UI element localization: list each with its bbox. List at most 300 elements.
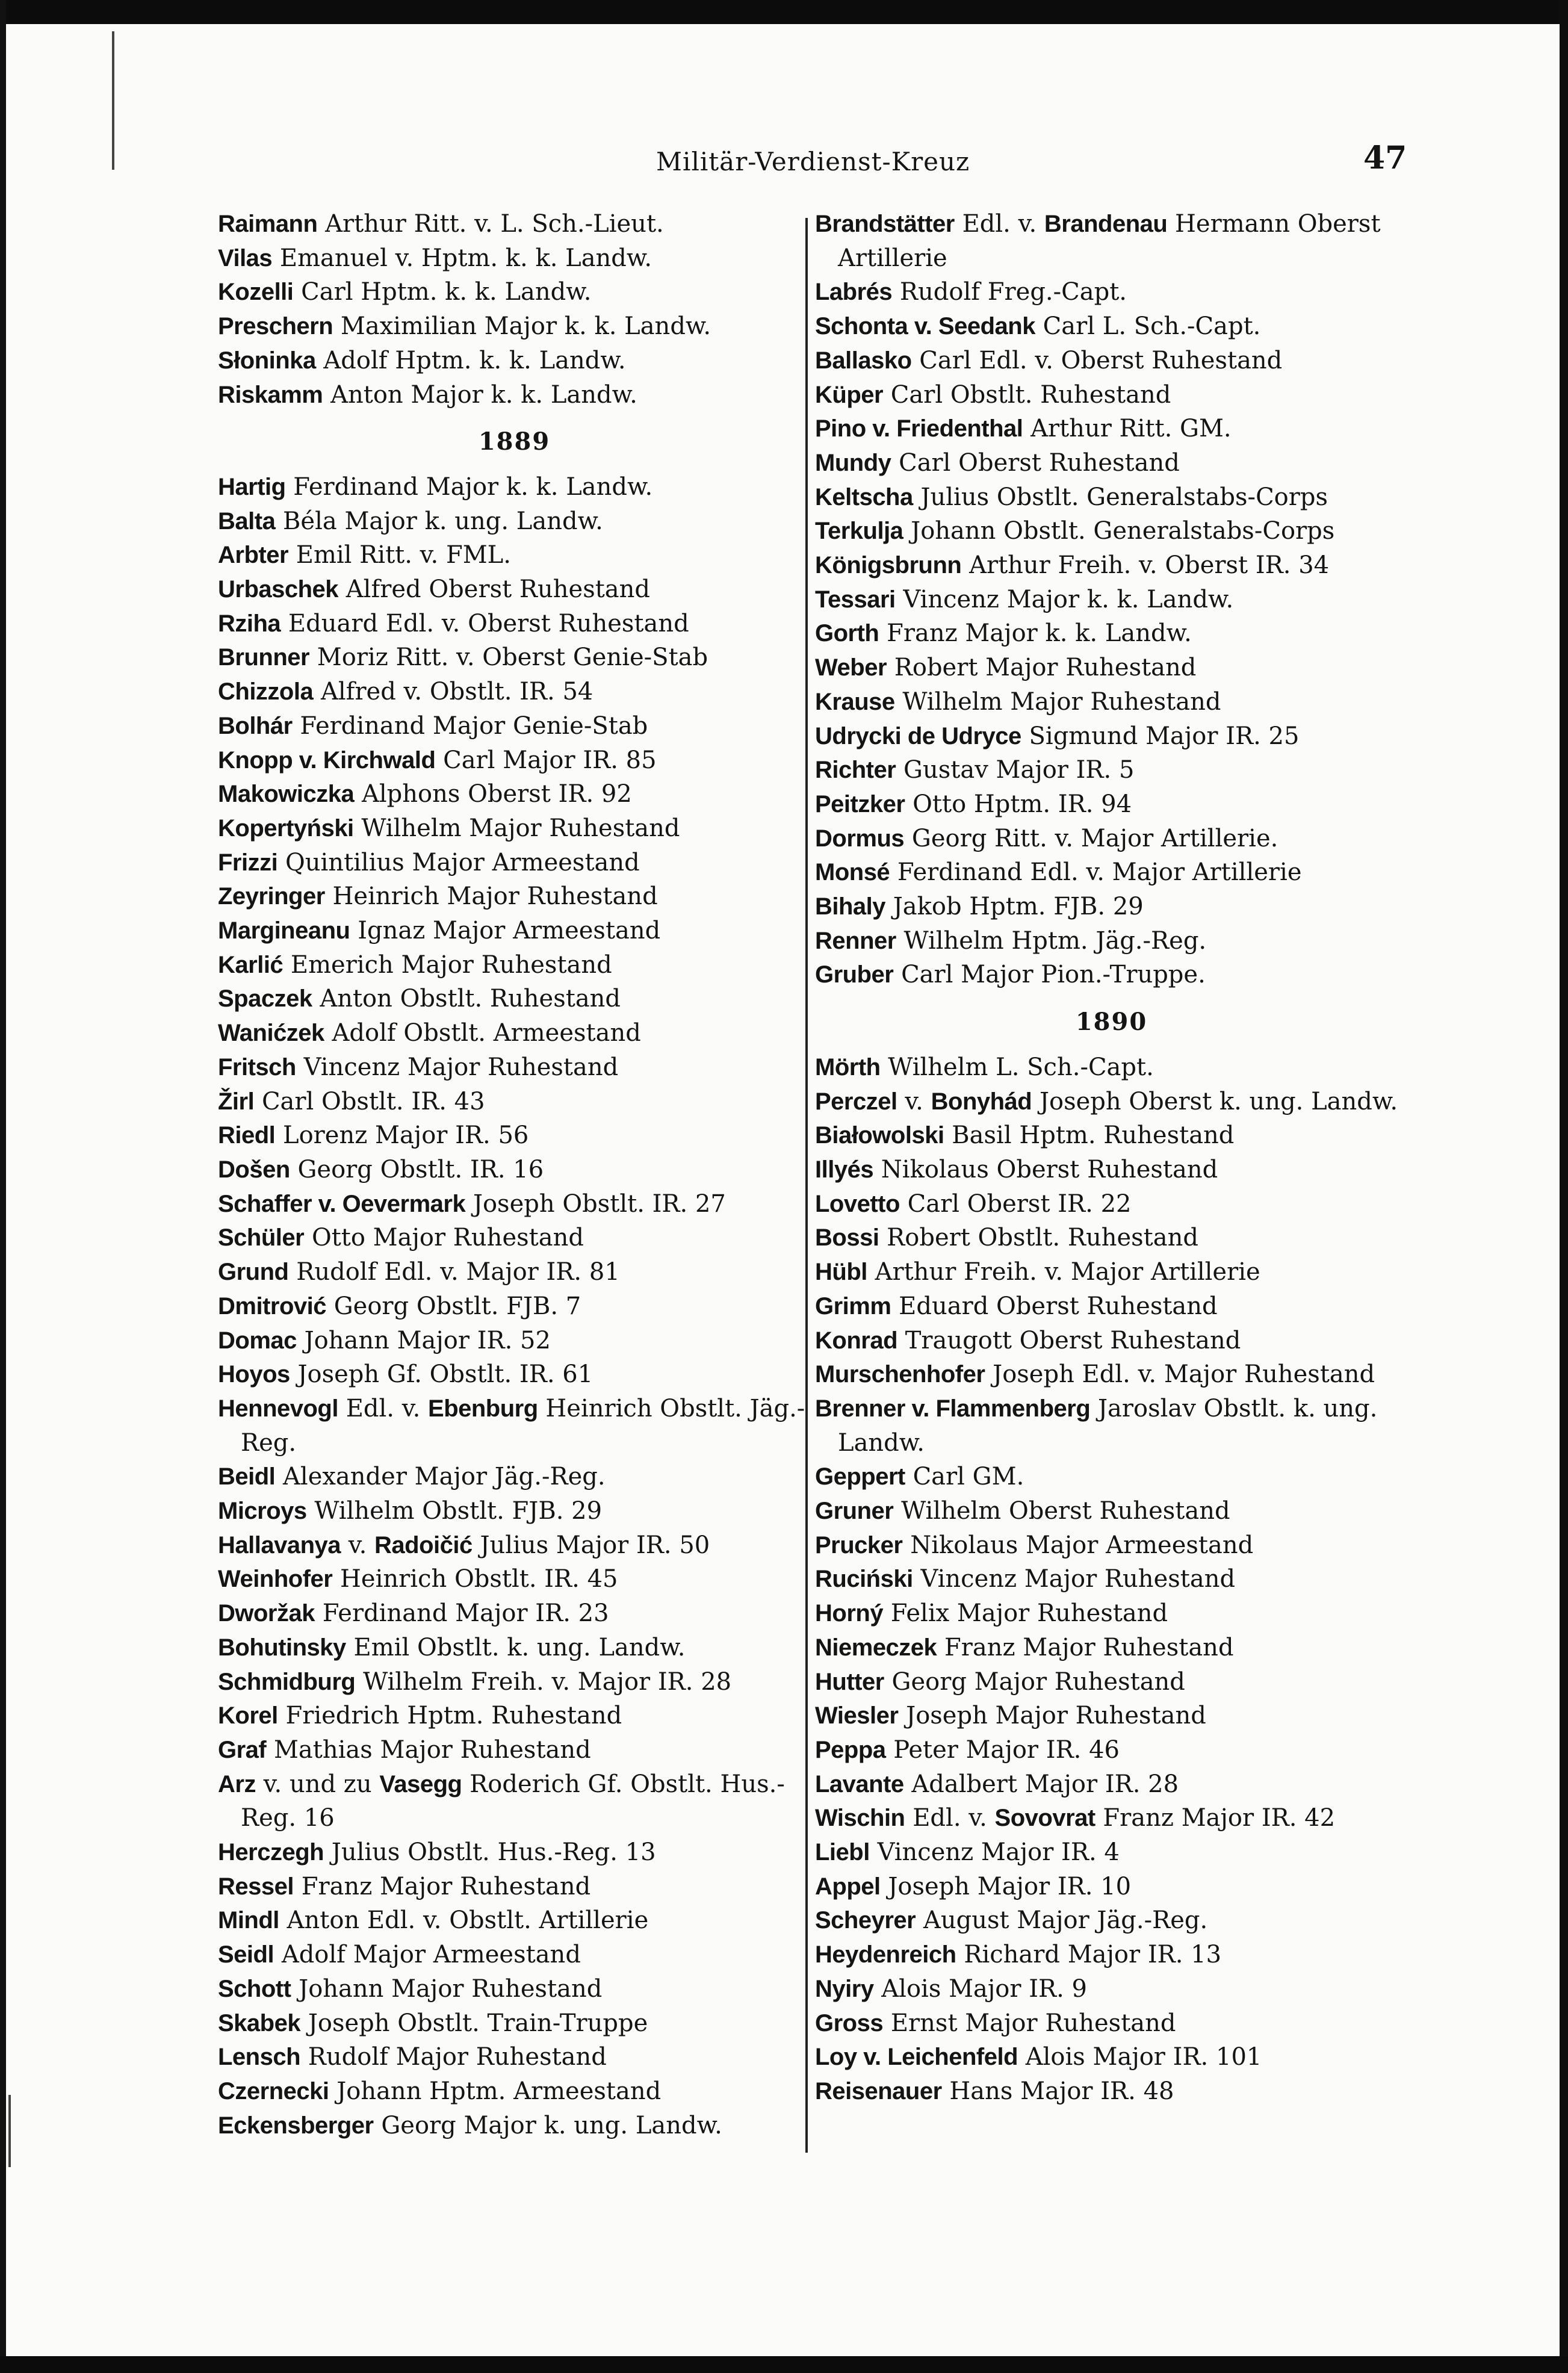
entry-details: Joseph Major IR. 10 [888, 1872, 1132, 1900]
entry-surname: Krause [815, 688, 895, 715]
list-item [815, 1767, 1408, 1802]
entry-surname: Loy v. Leichenfeld [815, 2044, 1018, 2071]
entry-surname: Schmidburg [218, 1668, 356, 1695]
entry-surname: Microys [218, 1498, 307, 1525]
list-item [218, 1255, 811, 1289]
entry-surname: Dmitrović [218, 1292, 326, 1320]
entry-surname: Urbaschek [218, 576, 339, 603]
list-item [218, 572, 811, 607]
entry-surname: Labrés [815, 279, 893, 306]
list-item [218, 275, 811, 309]
list-item [815, 822, 1408, 856]
list-item [815, 1801, 1408, 1835]
entry-surname: Rziha [218, 610, 281, 637]
entry-details: Edl. v. [962, 210, 1037, 238]
entry-surname: Došen [218, 1156, 290, 1183]
entry-details: Wilhelm L. Sch.-Capt. [888, 1053, 1154, 1081]
entry-details: Maximilian Major k. k. Landw. [340, 312, 711, 341]
entry-surname: Gross [815, 2009, 884, 2036]
list-item [218, 470, 811, 504]
list-item [815, 1870, 1408, 1904]
list-item [218, 1733, 811, 1767]
list-item [218, 777, 811, 811]
entry-details: Alfred Oberst Ruhestand [346, 575, 651, 604]
entry-surname: Hübl [815, 1259, 867, 1286]
entry-details: Richard Major IR. 13 [964, 1941, 1222, 1969]
scan-border-left [0, 0, 6, 2373]
list-item [815, 719, 1408, 754]
list-item [815, 958, 1408, 992]
entry-details: v. [905, 1087, 923, 1115]
entry-surname: Czernecki [218, 2077, 329, 2105]
entry-surname: Heydenreich [815, 1941, 956, 1968]
entry-details: Julius Obstlt. Hus.-Reg. 13 [331, 1838, 656, 1867]
entry-details: Quintilius Major Armeestand [285, 848, 640, 876]
list-item [815, 1972, 1408, 2006]
entry-details: Lorenz Major IR. 56 [283, 1121, 529, 1150]
entry-details: v. und zu [263, 1770, 372, 1798]
entry-surname: Hartig [218, 473, 286, 500]
list-item [815, 2074, 1408, 2109]
entry-surname: Karlić [218, 951, 284, 978]
entry-details: Georg Major Ruhestand [891, 1667, 1185, 1696]
right-column [815, 207, 1408, 2109]
list-item [815, 378, 1408, 412]
entry-surname: Ressel [218, 1873, 294, 1900]
entry-surname: Preschern [218, 313, 333, 340]
list-item [815, 890, 1408, 924]
entry-details: Carl Hptm. k. k. Landw. [301, 278, 592, 306]
entry-details: Adolf Hptm. k. k. Landw. [323, 346, 626, 374]
entry-surname: Ballasko [815, 347, 912, 374]
entry-details: Ferdinand Major Genie-Stab [300, 712, 648, 740]
entry-details: Julius Obstlt. Generalstabs-Corps [920, 483, 1328, 511]
list-item [218, 607, 811, 641]
entry-details-continued: Franz Major IR. 42 [1103, 1804, 1336, 1832]
entry-surname: Bohutinsky [218, 1634, 346, 1661]
entry-details: Carl Obstlt. Ruhestand [890, 380, 1171, 409]
right-entries-1890 [815, 1050, 1408, 2109]
entry-surname: Białowolski [815, 1122, 944, 1149]
entry-details: Carl Oberst IR. 22 [907, 1190, 1132, 1218]
entry-surname: Liebl [815, 1839, 870, 1866]
entry-details: Joseph Major Ruhestand [906, 1702, 1206, 1730]
entry-details: Anton Edl. v. Obstlt. Artillerie [287, 1906, 649, 1935]
entry-details: Vincenz Major k. k. Landw. [903, 585, 1234, 613]
entry-surname: Monsé [815, 859, 890, 886]
list-item [218, 982, 811, 1016]
binding-mark [8, 2095, 11, 2167]
entry-details: Adolf Obstlt. Armeestand [332, 1019, 641, 1047]
entry-surname: Brunner [218, 644, 310, 671]
entry-details-continued: Julius Major IR. 50 [480, 1531, 710, 1559]
entry-surname: Domac [218, 1327, 297, 1354]
entry-details: Adolf Major Armeestand [281, 1941, 581, 1969]
entry-details: Felix Major Ruhestand [890, 1599, 1168, 1628]
entry-details: Alois Major IR. 9 [881, 1974, 1087, 2003]
entry-surname: Weinhofer [218, 1566, 333, 1593]
list-item [218, 948, 811, 982]
list-item [815, 1221, 1408, 1255]
entry-details: Ferdinand Major IR. 23 [322, 1599, 609, 1628]
entry-details: Jaroslav Obstlt. k. ung. Landw. [838, 1394, 1378, 1457]
entry-surname: Schott [218, 1975, 291, 2002]
entry-surname: Zeyringer [218, 883, 325, 910]
list-item [815, 1528, 1408, 1563]
list-item [815, 1494, 1408, 1528]
list-item [815, 1665, 1408, 1699]
list-item [218, 1528, 811, 1563]
entry-details-continued: Joseph Oberst k. ung. Landw. [1039, 1087, 1398, 1115]
list-item [218, 914, 811, 948]
list-item [218, 2109, 811, 2143]
list-item [815, 446, 1408, 480]
entry-predicate: Bonyhád [931, 1088, 1032, 1115]
entry-details: Emerich Major Ruhestand [290, 951, 612, 979]
entry-details: Ferdinand Major k. k. Landw. [293, 473, 653, 501]
list-item [218, 1085, 811, 1119]
entry-surname: Mindl [218, 1907, 279, 1934]
list-item [218, 1767, 811, 1835]
entry-details: Heinrich Obstlt. IR. 45 [340, 1565, 618, 1593]
list-item [815, 1153, 1408, 1187]
year-heading-1889: 1889 [478, 427, 551, 456]
entry-details: Robert Major Ruhestand [894, 654, 1197, 682]
entry-details: Wilhelm Obstlt. FJB. 29 [314, 1497, 603, 1525]
list-item [815, 685, 1408, 719]
entry-surname: Murschenhofer [815, 1361, 985, 1388]
entry-surname: Dormus [815, 825, 905, 852]
list-item [815, 1596, 1408, 1631]
list-item [815, 1187, 1408, 1221]
list-item [218, 344, 811, 378]
entry-details: Alphons Oberst IR. 92 [361, 780, 632, 808]
entry-details: Heinrich Major Ruhestand [332, 883, 658, 911]
entry-details: Wilhelm Hptm. Jäg.-Reg. [903, 926, 1207, 955]
entry-details: Gustav Major IR. 5 [903, 756, 1135, 784]
entry-details: Nikolaus Major Armeestand [910, 1531, 1254, 1559]
list-item [815, 855, 1408, 890]
entry-details: Anton Obstlt. Ruhestand [320, 985, 621, 1013]
list-item [815, 1085, 1408, 1119]
entry-surname: Nyiry [815, 1975, 874, 2002]
list-item [218, 1392, 811, 1460]
right-entries-continued [815, 207, 1408, 992]
entry-details: Rudolf Major Ruhestand [308, 2043, 607, 2071]
list-item [815, 1357, 1408, 1392]
list-item [815, 2040, 1408, 2074]
list-item [815, 1903, 1408, 1938]
entry-surname: Brenner v. Flammenberg [815, 1395, 1091, 1422]
list-item [815, 1733, 1408, 1767]
entry-details: Wilhelm Major Ruhestand [361, 814, 680, 842]
entry-details: Moriz Ritt. v. Oberst Genie-Stab [317, 644, 708, 672]
page-number: 47 [1363, 140, 1407, 176]
entry-surname: Kozelli [218, 279, 294, 306]
entry-surname: Horný [815, 1600, 884, 1627]
list-item [218, 743, 811, 778]
list-item [218, 1153, 811, 1187]
entry-details: Emil Ritt. v. FML. [296, 541, 511, 569]
entry-surname: Terkulja [815, 518, 903, 545]
entry-surname: Küper [815, 381, 884, 408]
list-item [218, 1118, 811, 1153]
list-item [815, 548, 1408, 583]
entry-details: Georg Obstlt. IR. 16 [297, 1155, 544, 1183]
entry-details: Carl Obstlt. IR. 43 [261, 1087, 485, 1115]
list-item [218, 1835, 811, 1870]
list-item [815, 1050, 1408, 1085]
entry-details: Friedrich Hptm. Ruhestand [285, 1702, 622, 1730]
entry-details: Alfred v. Obstlt. IR. 54 [320, 678, 593, 706]
entry-details: Peter Major IR. 46 [893, 1736, 1120, 1764]
entry-surname: Schaffer v. Oevermark [218, 1190, 466, 1217]
entry-details: Arthur Ritt. v. L. Sch.-Lieut. [325, 210, 664, 238]
entry-details: Joseph Edl. v. Major Ruhestand [993, 1360, 1375, 1389]
entry-surname: Riskamm [218, 381, 323, 408]
entry-surname: Ruciński [815, 1566, 913, 1593]
entry-surname: Renner [815, 927, 896, 954]
entry-surname: Peppa [815, 1736, 886, 1763]
entry-details: Adalbert Major IR. 28 [911, 1770, 1179, 1798]
entry-surname: Bihaly [815, 893, 886, 920]
entry-details: Vincenz Major Ruhestand [303, 1053, 619, 1081]
entry-details: Wilhelm Major Ruhestand [902, 687, 1221, 716]
entry-surname: Vilas [218, 244, 273, 271]
entry-details: Carl Oberst Ruhestand [899, 448, 1180, 477]
entry-details-continued: Roderich Gf. Obstlt. Hus.-Reg. 16 [241, 1770, 785, 1832]
left-entries-continued [218, 207, 811, 412]
list-item [218, 709, 811, 743]
entry-predicate: Brandenau [1044, 211, 1168, 237]
entry-details: Johann Major IR. 52 [304, 1326, 551, 1354]
entry-details: Sigmund Major IR. 25 [1029, 722, 1300, 750]
list-item [815, 1631, 1408, 1665]
list-item [218, 811, 811, 846]
entry-predicate: Sovovrat [994, 1805, 1095, 1832]
list-item [815, 1255, 1408, 1289]
list-item [815, 514, 1408, 548]
entry-surname: Schonta v. Seedank [815, 313, 1035, 340]
entry-surname: Wiesler [815, 1702, 899, 1729]
entry-details: v. [348, 1531, 367, 1559]
scan-border-bottom [0, 2356, 1568, 2373]
entry-predicate: Ebenburg [428, 1395, 538, 1422]
list-item [218, 1631, 811, 1665]
entry-surname: Richter [815, 757, 896, 784]
entry-details: Joseph Gf. Obstlt. IR. 61 [297, 1360, 593, 1389]
entry-surname: Fritsch [218, 1053, 296, 1081]
entry-details: Otto Major Ruhestand [311, 1224, 584, 1252]
entry-surname: Arz [218, 1770, 256, 1798]
entry-details: Ignaz Major Armeestand [358, 917, 661, 945]
list-item [218, 504, 811, 539]
entry-surname: Frizzi [218, 849, 278, 876]
list-item [815, 753, 1408, 787]
list-item [218, 879, 811, 914]
entry-surname: Hoyos [218, 1361, 290, 1388]
entry-surname: Wanićzek [218, 1020, 324, 1047]
entry-surname: Lensch [218, 2044, 301, 2071]
list-item [815, 1835, 1408, 1870]
binding-mark [112, 31, 114, 170]
entry-surname: Žirl [218, 1088, 255, 1115]
left-entries-1889 [218, 470, 811, 2142]
entry-surname: Raimann [218, 211, 318, 237]
list-item [218, 846, 811, 880]
entry-details: Carl L. Sch.-Capt. [1043, 312, 1261, 341]
entry-details: Franz Major k. k. Landw. [887, 619, 1192, 648]
list-item [218, 1050, 811, 1085]
entry-details: Arthur Freih. v. Oberst IR. 34 [969, 551, 1330, 580]
list-item [218, 1016, 811, 1050]
entry-details: Arthur Ritt. GM. [1030, 415, 1232, 443]
list-item [218, 1289, 811, 1324]
entry-details: Edl. v. [346, 1394, 421, 1422]
entry-surname: Brandstätter [815, 211, 955, 237]
entry-surname: Makowiczka [218, 781, 355, 808]
entry-details: Jakob Hptm. FJB. 29 [893, 893, 1144, 921]
list-item [218, 1494, 811, 1528]
entry-surname: Riedl [218, 1122, 276, 1149]
list-item [815, 2006, 1408, 2041]
entry-surname: Prucker [815, 1531, 903, 1559]
list-item [218, 2006, 811, 2041]
entry-surname: Schüler [218, 1224, 305, 1252]
entry-details: Rudolf Freg.-Capt. [899, 278, 1127, 306]
entry-details: Georg Ritt. v. Major Artillerie. [911, 824, 1278, 852]
list-item [218, 675, 811, 709]
entry-details: Joseph Obstlt. Train-Truppe [308, 2009, 648, 2037]
entry-surname: Hutter [815, 1668, 884, 1695]
entry-surname: Słoninka [218, 347, 316, 374]
entry-surname: Bossi [815, 1224, 879, 1252]
scan-border-right [1560, 0, 1568, 2373]
entry-surname: Mörth [815, 1053, 881, 1081]
entry-details-continued: Heinrich Obstlt. Jäg.-Reg. [241, 1394, 805, 1457]
entry-details: Carl Edl. v. Oberst Ruhestand [919, 346, 1283, 374]
year-heading-1890: 1890 [1075, 1008, 1148, 1037]
entry-details: Carl GM. [913, 1463, 1024, 1491]
entry-surname: Gruner [815, 1498, 894, 1525]
entry-details-continued: Hermann Oberst Artillerie [838, 210, 1381, 272]
list-item [218, 641, 811, 675]
entry-surname: Udrycki de Udryce [815, 722, 1021, 749]
entry-details: Vincenz Major IR. 4 [877, 1838, 1120, 1867]
list-item [815, 924, 1408, 958]
entry-surname: Scheyrer [815, 1907, 916, 1934]
entry-details: Emanuel v. Hptm. k. k. Landw. [279, 244, 652, 272]
list-item [218, 207, 811, 241]
entry-surname: Grund [218, 1259, 289, 1286]
list-item [815, 1289, 1408, 1324]
list-item [218, 1938, 811, 1972]
list-item [815, 1460, 1408, 1494]
list-item [815, 1324, 1408, 1358]
entry-details: Alexander Major Jäg.-Reg. [283, 1463, 606, 1491]
list-item [218, 1562, 811, 1596]
entry-details: Eduard Oberst Ruhestand [899, 1292, 1218, 1320]
entry-details: Georg Major k. ung. Landw. [381, 2111, 722, 2139]
list-item [218, 2040, 811, 2074]
scan-border-top [0, 0, 1568, 24]
list-item [815, 207, 1408, 275]
entry-surname: Königsbrunn [815, 552, 962, 579]
entry-surname: Kopertyński [218, 814, 354, 842]
entry-details: Hans Major IR. 48 [949, 2077, 1174, 2105]
entry-surname: Wischin [815, 1805, 905, 1832]
list-item [815, 1562, 1408, 1596]
entry-details: Joseph Obstlt. IR. 27 [473, 1190, 726, 1218]
entry-surname: Margineanu [218, 917, 350, 945]
entry-surname: Balta [218, 507, 276, 535]
list-item [218, 1221, 811, 1255]
left-column [218, 207, 811, 2142]
entry-predicate: Vasegg [379, 1770, 462, 1798]
entry-details: Anton Major k. k. Landw. [330, 380, 637, 409]
entry-surname: Grimm [815, 1292, 891, 1320]
entry-surname: Mundy [815, 449, 891, 476]
entry-surname: Niemeczek [815, 1634, 937, 1661]
entry-details: Ernst Major Ruhestand [890, 2009, 1176, 2037]
entry-surname: Weber [815, 654, 887, 681]
entry-surname: Gorth [815, 620, 879, 647]
list-item [815, 275, 1408, 309]
entry-surname: Graf [218, 1736, 267, 1763]
entry-details: Eduard Edl. v. Oberst Ruhestand [288, 609, 689, 637]
entry-surname: Spaczek [218, 985, 312, 1013]
entry-details: Carl Major IR. 85 [443, 746, 657, 774]
entry-details: Rudolf Edl. v. Major IR. 81 [296, 1258, 620, 1286]
entry-surname: Keltscha [815, 483, 913, 510]
list-item [815, 309, 1408, 344]
list-item [815, 412, 1408, 446]
entry-details: Carl Major Pion.-Truppe. [901, 961, 1206, 989]
list-item [218, 309, 811, 344]
entry-surname: Korel [218, 1702, 278, 1729]
list-item [218, 1357, 811, 1392]
list-item [815, 787, 1408, 822]
list-item [218, 1903, 811, 1938]
list-item [815, 1118, 1408, 1153]
list-item [218, 1596, 811, 1631]
entry-surname: Beidl [218, 1463, 276, 1490]
entry-surname: Arbter [218, 542, 289, 569]
list-item [218, 1324, 811, 1358]
entry-details: Franz Major Ruhestand [944, 1633, 1234, 1661]
entry-predicate: Radoičić [374, 1531, 473, 1559]
entry-details: Franz Major Ruhestand [301, 1872, 591, 1900]
entry-surname: Skabek [218, 2009, 301, 2036]
entry-surname: Geppert [815, 1463, 905, 1490]
entry-surname: Hallavanya [218, 1531, 341, 1559]
running-header: Militär-Verdienst-Kreuz [656, 147, 970, 176]
entry-details: Johann Obstlt. Generalstabs-Corps [911, 517, 1335, 545]
entry-surname: Pino v. Friedenthal [815, 415, 1023, 442]
entry-details: Alois Major IR. 101 [1025, 2043, 1262, 2071]
entry-details: Wilhelm Oberst Ruhestand [901, 1497, 1230, 1525]
list-item [218, 1665, 811, 1699]
entry-surname: Herczegh [218, 1839, 324, 1866]
entry-details: Emil Obstlt. k. ung. Landw. [353, 1633, 686, 1661]
list-item [218, 241, 811, 276]
entry-details: Vincenz Major Ruhestand [920, 1565, 1236, 1593]
list-item [218, 2074, 811, 2109]
entry-surname: Seidl [218, 1941, 274, 1968]
entry-details: Edl. v. [913, 1804, 987, 1832]
entry-details: Ferdinand Edl. v. Major Artillerie [897, 858, 1302, 887]
entry-details: Arthur Freih. v. Major Artillerie [875, 1258, 1260, 1286]
